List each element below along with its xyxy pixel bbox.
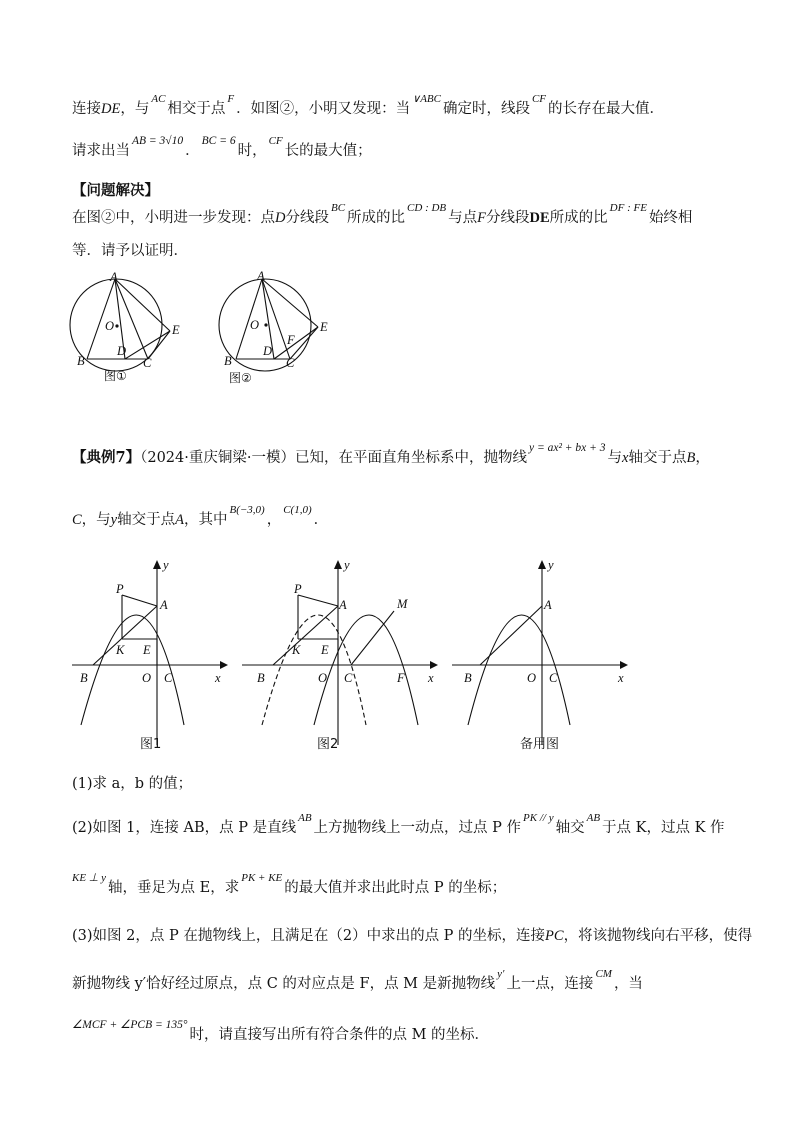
point-A: A: [339, 598, 347, 612]
label-D: D: [117, 344, 127, 358]
label-C: C: [143, 356, 152, 370]
text: (3)如图 2，点 P 在抛物线上，且满足在（2）中求出的点 P 的坐标，连接: [72, 928, 546, 944]
text: 在图②中，小明进一步发现：点: [72, 210, 275, 226]
label-B: B: [77, 354, 85, 368]
caption-fig2: 图②: [229, 371, 252, 385]
point-C: C: [549, 671, 558, 685]
point-P: P: [116, 582, 124, 596]
axis-y-label: y: [163, 558, 169, 572]
math-y: y: [110, 512, 118, 528]
point-K: K: [292, 643, 301, 657]
label-C: C: [286, 356, 295, 370]
label-F: F: [287, 333, 295, 347]
text: ．如图②，小明又发现：当: [236, 101, 411, 117]
paragraph-line-2: [72, 135, 372, 163]
question-3-line-1: [72, 925, 752, 947]
text: 所成的比: [347, 210, 406, 226]
point-F: F: [397, 671, 405, 685]
math-parabola: y = ax² + bx + 3: [528, 442, 606, 454]
text: (2)如图 1，连接 AB，点 P 是直线: [72, 820, 297, 836]
math-B-point: B(−3,0): [229, 504, 265, 516]
math-PK-parallel-y: PK // y: [523, 812, 554, 824]
text: 的长存在最大值．: [548, 101, 665, 117]
text: 分线段: [285, 210, 329, 226]
text: 连接: [72, 101, 101, 117]
label-A: A: [110, 270, 118, 284]
math-CM: CM: [595, 968, 612, 980]
text: 相交于点: [167, 101, 226, 117]
point-O: O: [527, 671, 537, 685]
math-F: F: [227, 93, 235, 105]
text: 分线段: [486, 210, 530, 226]
point-C: C: [164, 671, 173, 685]
point-P: P: [294, 582, 302, 596]
math-A: A: [175, 512, 184, 528]
text: 与: [607, 450, 623, 466]
math-C-point: C(1,0): [283, 504, 312, 516]
math-BC: BC: [330, 202, 346, 214]
axis-x-label: x: [215, 671, 221, 685]
math-B: B: [686, 450, 696, 466]
math-CD-DB: CD : DB: [407, 202, 447, 214]
text: ，: [266, 512, 282, 528]
text: ，与: [120, 101, 150, 117]
point-M: M: [397, 597, 408, 611]
text: ，当: [613, 976, 643, 992]
text: 轴，垂足为点 E，求: [108, 880, 240, 896]
text: 时，: [237, 143, 267, 159]
example-line-2: [72, 504, 329, 532]
point-O: O: [142, 671, 152, 685]
text: ．: [313, 512, 329, 528]
math-DE: DE: [529, 210, 550, 226]
math-AC: AC: [151, 93, 166, 105]
caption-graph2: 图2: [317, 737, 339, 752]
text: 长的最大值；: [284, 143, 372, 159]
text: 轴交于点: [628, 450, 687, 466]
text: ，其中: [183, 512, 228, 528]
label-D: D: [263, 344, 273, 358]
graph-figure-backup: [440, 555, 640, 755]
text: 于点 K，过点 K 作: [602, 820, 725, 836]
text: 新抛物线 y′恰好经过原点，点 C 的对应点是 F，点 M 是新抛物线: [72, 976, 496, 992]
math-DF-FE: DF : FE: [609, 202, 647, 214]
point-E: E: [321, 643, 329, 657]
point-C: C: [344, 671, 353, 685]
question-3-line-3: [72, 1019, 490, 1047]
math-PC: PC: [545, 928, 564, 944]
paragraph-line-4: 等．请予以证明．: [72, 243, 188, 259]
math-PK-plus-KE: PK + KE: [241, 872, 283, 884]
text: 上方抛物线上一动点，过点 P 作: [313, 820, 522, 836]
math-CF: CF: [268, 135, 283, 147]
point-A: A: [160, 598, 168, 612]
label-E: E: [320, 320, 328, 334]
text: 所成的比: [549, 210, 608, 226]
math-triangle-ABC: ∨ABC: [412, 93, 441, 105]
text: 确定时，线段: [442, 101, 530, 117]
label-E: E: [172, 323, 180, 337]
point-B: B: [80, 671, 88, 685]
axis-y-label: y: [344, 558, 350, 572]
text: （2024·重庆铜梁·一模）已知，在平面直角坐标系中，抛物线: [140, 450, 527, 466]
point-K: K: [116, 643, 125, 657]
math-D: D: [275, 210, 286, 226]
point-B: B: [257, 671, 265, 685]
math-y-prime: y′: [497, 968, 505, 980]
question-1: (1)求 a，b 的值；: [72, 776, 193, 792]
text: 的最大值并求出此时点 P 的坐标；: [284, 880, 507, 896]
math-AB: AB: [298, 812, 312, 824]
point-B: B: [464, 671, 472, 685]
paragraph-line-1: [72, 93, 665, 121]
math-CF: CF: [531, 93, 547, 105]
point-O: O: [318, 671, 328, 685]
question-3-line-2: [72, 968, 643, 996]
math-x: x: [622, 450, 629, 466]
question-2-line-2: [72, 872, 507, 900]
question-2-line-1: [72, 812, 725, 840]
circle-figure-2: [210, 265, 350, 390]
math-KE-perp-y: KE ⊥ y: [72, 872, 107, 884]
math-AB-eq: AB = 3√10: [132, 135, 184, 147]
text: ，: [695, 450, 710, 466]
text: ．: [185, 143, 200, 159]
math-AB: AB: [586, 812, 601, 824]
text: 与点: [448, 210, 478, 226]
label-A: A: [257, 269, 265, 283]
point-E: E: [143, 643, 151, 657]
text: ，与: [81, 512, 111, 528]
section-heading: 【问题解决】: [72, 182, 159, 199]
math-DE: DE: [101, 101, 121, 117]
label-O: O: [105, 319, 115, 333]
example-tag: 【典例7】: [72, 449, 141, 466]
math-F: F: [477, 210, 487, 226]
caption-graph1: 图1: [140, 737, 162, 752]
axis-x-label: x: [618, 671, 624, 685]
text: 上一点，连接: [506, 976, 594, 992]
text: ，将该抛物线向右平移，使得: [563, 928, 753, 944]
circle-figure-1: [60, 265, 200, 390]
caption-backup: 备用图: [520, 737, 560, 752]
math-angle-condition: ∠MCF + ∠PCB = 135°: [72, 1019, 188, 1031]
axis-x-label: x: [428, 671, 434, 685]
text: 请求出当: [72, 143, 130, 159]
paragraph-line-3: [72, 202, 693, 230]
text: 始终相: [648, 210, 693, 226]
graph-figure-2: [230, 555, 450, 755]
text: 时，请直接写出所有符合条件的点 M 的坐标．: [189, 1027, 490, 1043]
example-line-1: [72, 442, 710, 470]
label-O: O: [250, 318, 260, 332]
label-B: B: [224, 354, 232, 368]
graph-figure-1: [60, 555, 240, 755]
caption-fig1: 图①: [104, 369, 127, 383]
axis-y-label: y: [548, 558, 554, 572]
text: 轴交于点: [117, 512, 176, 528]
math-BC-eq: BC = 6: [201, 135, 236, 147]
text: 轴交: [555, 820, 585, 836]
point-A: A: [544, 598, 552, 612]
math-C: C: [72, 512, 82, 528]
